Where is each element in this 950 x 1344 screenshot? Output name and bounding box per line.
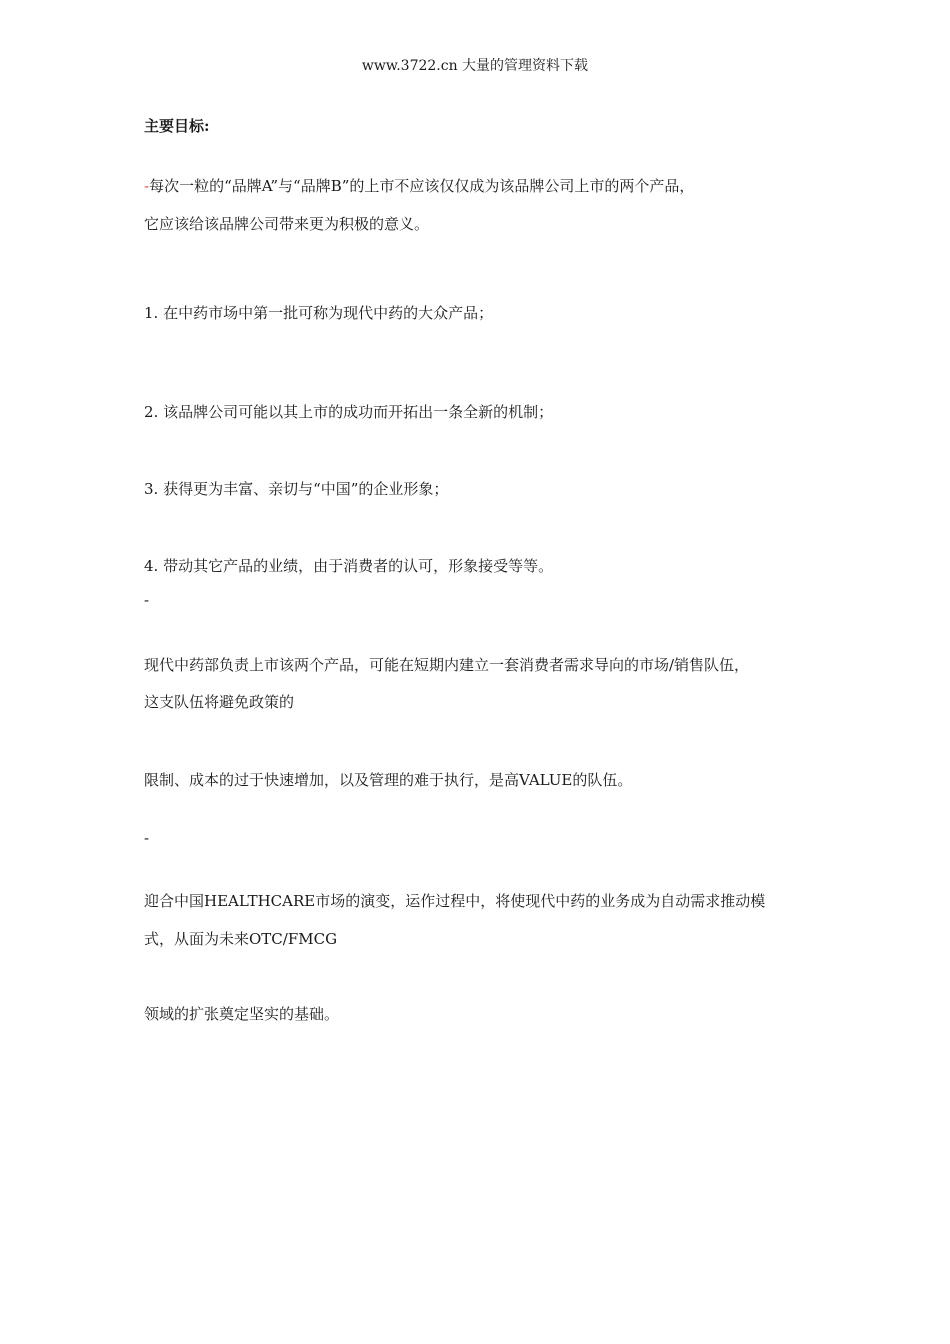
section-title: 主要目标: <box>144 117 210 135</box>
list-item: 1. 在中药市场中第一批可称为现代中药的大众产品； <box>144 304 494 322</box>
intro-marker: - <box>144 177 150 195</box>
paragraph-2-line-2: 式，从面为未来OTC/FMCG <box>144 930 338 948</box>
page-header: www.3722.cn 大量的管理资料下载 <box>361 58 589 74</box>
list-item: 4. 带动其它产品的业绩，由于消费者的认可，形象接受等等。 <box>144 557 554 575</box>
list-item: 3. 获得更为丰富、亲切与“中国”的企业形象； <box>144 480 449 498</box>
paragraph-2-line-3: 领域的扩张奠定坚实的基础。 <box>144 1005 340 1023</box>
separator-dash: - <box>144 829 150 847</box>
paragraph-1-line-1: 现代中药部负责上市该两个产品，可能在短期内建立一套消费者需求导向的市场/销售队伍， <box>144 656 750 674</box>
intro-line-1 <box>144 176 694 196</box>
intro-text-1: 每次一粒的“品牌A”与“品牌B”的上市不应该仅仅成为该品牌公司上市的两个产品， <box>149 177 695 195</box>
paragraph-1-line-2: 这支队伍将避免政策的 <box>144 693 295 711</box>
list-item: 2. 该品牌公司可能以其上市的成功而开拓出一条全新的机制； <box>144 403 554 421</box>
intro-line-2: 它应该给该品牌公司带来更为积极的意义。 <box>144 215 430 233</box>
paragraph-1-line-3: 限制、成本的过于快速增加，以及管理的难于执行，是高VALUE的队伍。 <box>144 771 633 789</box>
separator-dash: - <box>144 591 150 609</box>
paragraph-2-line-1: 迎合中国HEALTHCARE市场的演变，运作过程中，将使现代中药的业务成为自动需求推动模 <box>144 892 766 910</box>
